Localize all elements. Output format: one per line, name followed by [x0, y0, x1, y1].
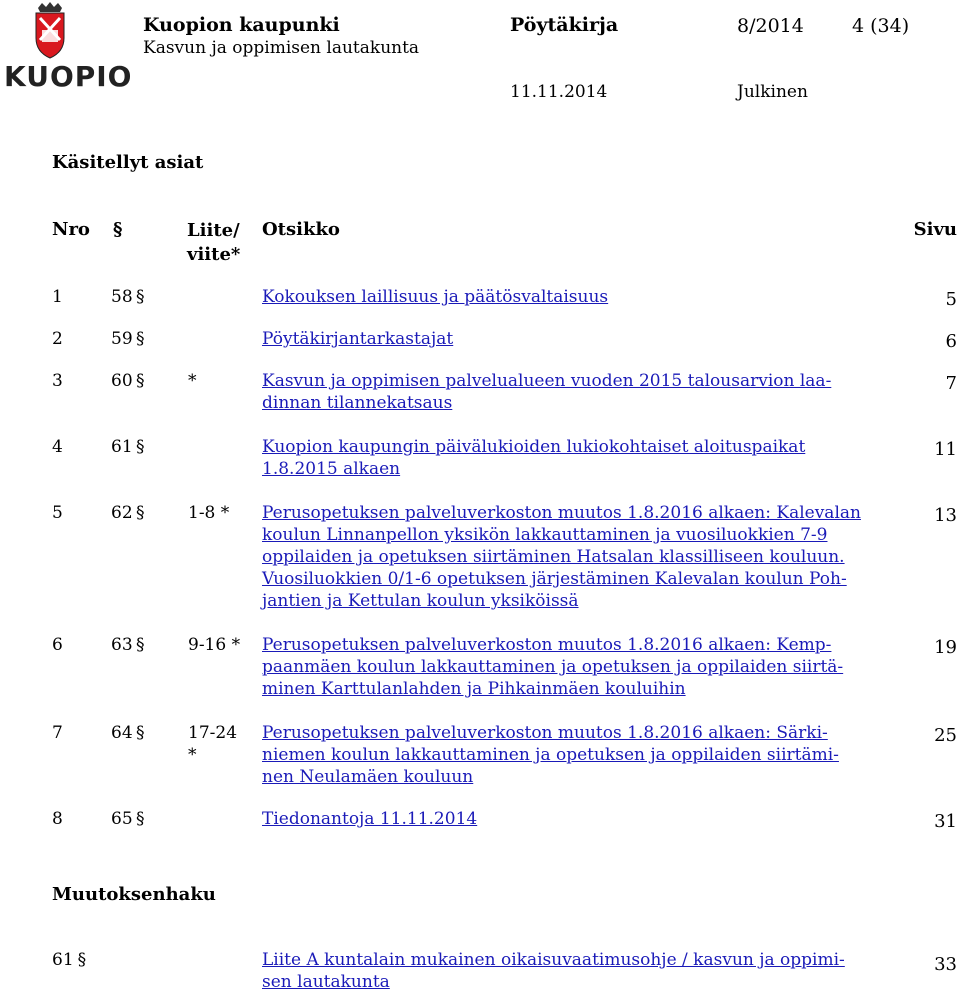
item-paragraph: 59 — [111, 329, 133, 349]
title-line: jantien ja Kettulan koulun yksiköissä — [262, 591, 579, 611]
item-paragraph: 62 — [111, 503, 133, 523]
paragraph-sign: § — [136, 635, 145, 655]
col-nro: Nro — [52, 219, 90, 240]
item-liite: 1-8 * — [188, 503, 230, 523]
paragraph-sign: § — [136, 723, 145, 743]
paragraph-sign: § — [136, 371, 145, 391]
item-title-link[interactable] — [262, 370, 872, 414]
item-nro: 5 — [52, 503, 63, 523]
item-nro: 2 — [52, 329, 63, 349]
title-line: Kasvun ja oppimisen palvelualueen vuoden 2015 talousarvion laa- — [262, 371, 832, 391]
title-line: minen Karttulanlahden ja Pihkainmäen kouluihin — [262, 679, 686, 699]
item-paragraph: 60 — [111, 371, 133, 391]
paragraph-sign: § — [136, 437, 145, 457]
title-line: Pöytäkirjantarkastajat — [262, 329, 454, 349]
appeal-title: Muutoksenhaku — [52, 884, 216, 905]
item-nro: 6 — [52, 635, 63, 655]
item-page: 11 — [934, 439, 957, 460]
org-name: Kuopion kaupunki — [143, 14, 340, 36]
item-title-link[interactable] — [262, 286, 872, 308]
title-line: Perusopetuksen palveluverkoston muutos 1.8.2016 alkaen: Kemp- — [262, 635, 832, 655]
title-line: nen Neulamäen kouluun — [262, 767, 474, 787]
item-title-link[interactable] — [262, 502, 872, 612]
item-paragraph: 61 — [111, 437, 133, 457]
item-nro: 7 — [52, 723, 63, 743]
col-paragraph-sign: § — [113, 219, 123, 240]
title-line: niemen koulun lakkauttaminen ja opetuksen ja oppilaiden siirtämi- — [262, 745, 839, 765]
appeal-page: 33 — [934, 954, 957, 975]
col-otsikko: Otsikko — [262, 219, 340, 240]
paragraph-sign: § — [77, 950, 87, 970]
item-paragraph: 58 — [111, 287, 133, 307]
title-line: 1.8.2015 alkaen — [262, 459, 401, 479]
item-paragraph: 63 — [111, 635, 133, 655]
item-title-link[interactable] — [262, 722, 872, 788]
appeal-para-number: 61 — [52, 950, 74, 970]
item-paragraph: 64 — [111, 723, 133, 743]
item-title-link[interactable] — [262, 328, 872, 350]
item-page: 13 — [934, 505, 957, 526]
page-number: 4 (34) — [852, 15, 910, 37]
item-liite: 17-24 * — [188, 723, 238, 765]
item-liite: * — [188, 371, 197, 391]
paragraph-sign: § — [136, 287, 145, 307]
paragraph-sign: § — [136, 329, 145, 349]
logo-text: KUOPIO — [4, 60, 133, 93]
doc-type: Pöytäkirja — [510, 14, 619, 36]
title-line: Perusopetuksen palveluverkoston muutos 1.8.2016 alkaen: Kalevalan — [262, 503, 861, 523]
paragraph-sign: § — [136, 503, 145, 523]
publicity-status: Julkinen — [737, 82, 808, 102]
appeal-paragraph — [52, 949, 86, 971]
title-line: koulun Linnanpellon yksikön lakkauttaminen ja vuosiluokkien 7-9 — [262, 525, 828, 545]
title-line: Vuosiluokkien 0/1-6 opetuksen järjestäminen Kalevalan koulun Poh- — [262, 569, 847, 589]
item-page: 5 — [945, 289, 957, 310]
item-page: 25 — [934, 725, 957, 746]
item-page: 19 — [934, 637, 957, 658]
board-name: Kasvun ja oppimisen lautakunta — [143, 38, 420, 58]
item-page: 6 — [945, 331, 957, 352]
section-title: Käsitellyt asiat — [52, 152, 204, 173]
item-nro: 3 — [52, 371, 63, 391]
kuopio-logo — [0, 0, 133, 100]
col-liite: Liite/ viite* — [187, 220, 241, 265]
title-line: sen lautakunta — [262, 972, 390, 992]
paragraph-sign: § — [136, 809, 145, 829]
col-sivu: Sivu — [913, 219, 957, 240]
title-line: Kuopion kaupungin päivälukioiden lukiokohtaiset aloituspaikat — [262, 437, 806, 457]
item-title-link[interactable] — [262, 808, 872, 830]
item-paragraph: 65 — [111, 809, 133, 829]
title-line: Liite A kuntalain mukainen oikaisuvaatimusohje / kasvun ja oppimi- — [262, 950, 845, 970]
item-title-link[interactable] — [262, 436, 872, 480]
appeal-title-link[interactable] — [262, 949, 862, 993]
title-line: Perusopetuksen palveluverkoston muutos 1.8.2016 alkaen: Särki- — [262, 723, 828, 743]
item-nro: 4 — [52, 437, 63, 457]
title-line: Tiedonantoja 11.11.2014 — [262, 809, 478, 829]
item-liite: 9-16 * — [188, 635, 241, 655]
item-nro: 8 — [52, 809, 63, 829]
title-line: dinnan tilannekatsaus — [262, 393, 453, 413]
item-page: 7 — [945, 373, 957, 394]
doc-number: 8/2014 — [737, 15, 804, 37]
title-line: paanmäen koulun lakkauttaminen ja opetuksen ja oppilaiden siirtä- — [262, 657, 844, 677]
item-page: 31 — [934, 811, 957, 832]
title-line: Kokouksen laillisuus ja päätösvaltaisuus — [262, 287, 609, 307]
item-nro: 1 — [52, 287, 63, 307]
title-line: oppilaiden ja opetuksen siirtäminen Hatsalan klassilliseen kouluun. — [262, 547, 845, 567]
meeting-date: 11.11.2014 — [510, 82, 608, 102]
item-title-link[interactable] — [262, 634, 872, 700]
